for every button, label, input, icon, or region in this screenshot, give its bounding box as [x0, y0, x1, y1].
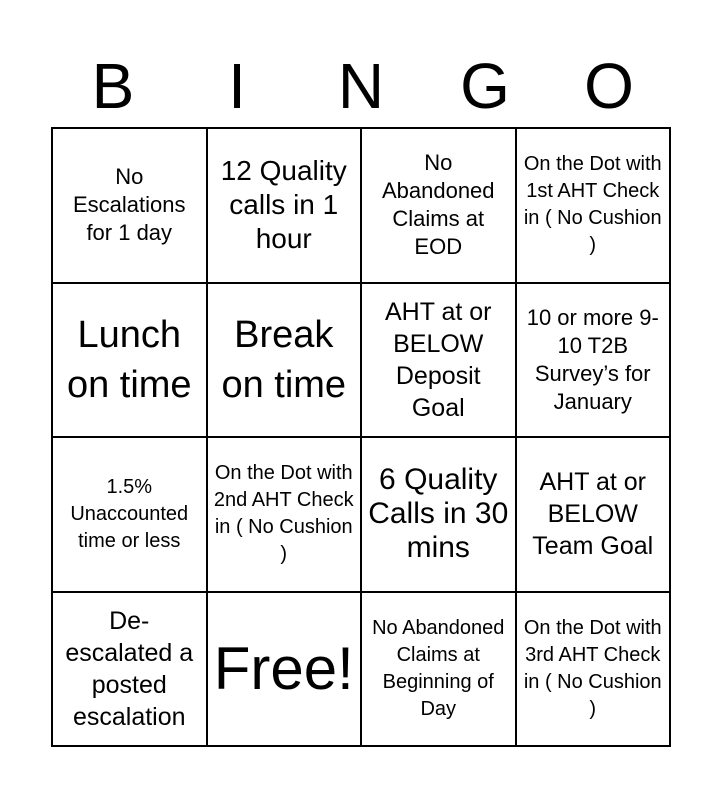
bingo-cell-r3c1[interactable] [53, 438, 208, 593]
cell-text: 10 or more 9-10 T2B Survey’s for January [526, 304, 659, 414]
cell-text: AHT at or BELOW Deposit Goal [384, 297, 492, 422]
header-letter-g: G [460, 50, 510, 122]
cell-text: No Abandoned Claims at Beginning of Day [372, 616, 505, 720]
cell-text: 12 Quality calls in 1 hour [220, 155, 347, 255]
bingo-cell-free[interactable] [208, 593, 363, 748]
cell-text: On the Dot with 1st AHT Check in ( No Cushion ) [523, 153, 662, 257]
bingo-cell-r1c4[interactable] [517, 129, 672, 284]
bingo-cell-r1c1[interactable] [53, 129, 208, 284]
cell-text: AHT at or BELOW Team Goal [532, 468, 654, 561]
cell-text: On the Dot with 3rd AHT Check in ( No Cushion ) [523, 616, 662, 720]
bingo-cell-r1c3[interactable] [362, 129, 517, 284]
cell-text: 1.5% Unaccounted time or less [70, 475, 189, 552]
bingo-board [51, 127, 671, 747]
header-letter-i: I [228, 50, 246, 122]
bingo-cell-r2c4[interactable] [517, 284, 672, 439]
cell-text: No Escalations for 1 day [72, 164, 186, 246]
header-letter-n: N [337, 50, 385, 122]
cell-text: Free! [213, 634, 354, 702]
cell-text: 6 Quality Calls in 30 mins [368, 463, 509, 565]
bingo-cell-r2c2[interactable] [208, 284, 363, 439]
bingo-cell-r4c3[interactable] [362, 593, 517, 748]
header-letter-b: B [91, 50, 135, 122]
bingo-cell-r3c4[interactable] [517, 438, 672, 593]
bingo-cell-r1c2[interactable] [208, 129, 363, 284]
cell-text: Lunch on time [66, 313, 192, 406]
bingo-cell-r4c4[interactable] [517, 593, 672, 748]
cell-text: Break on time [221, 313, 347, 406]
bingo-cell-r3c2[interactable] [208, 438, 363, 593]
cell-text: On the Dot with 2nd AHT Check in ( No Cushion ) [213, 462, 354, 566]
cell-text: De-escalated a posted escalation [65, 606, 194, 731]
bingo-header [51, 48, 671, 124]
bingo-cell-r3c3[interactable] [362, 438, 517, 593]
header-letter-o: O [584, 50, 634, 122]
bingo-cell-r4c1[interactable] [53, 593, 208, 748]
cell-text: No Abandoned Claims at EOD [381, 150, 495, 260]
bingo-cell-r2c1[interactable] [53, 284, 208, 439]
bingo-cell-r2c3[interactable] [362, 284, 517, 439]
